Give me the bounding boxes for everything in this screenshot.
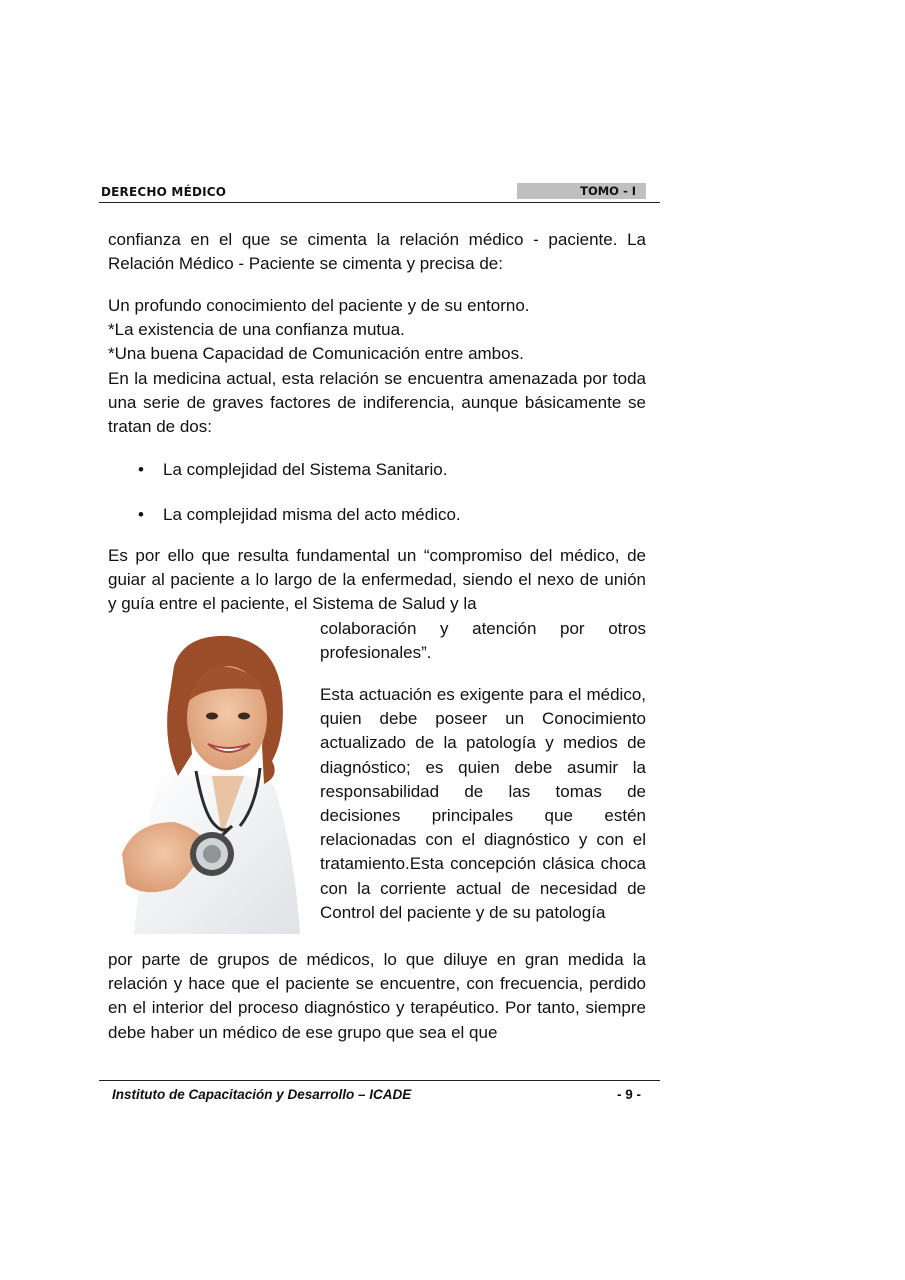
doctor-with-stethoscope-photo xyxy=(104,626,304,934)
page-footer xyxy=(99,1080,660,1102)
paragraph-commitment: Es por ello que resulta fundamental un “compromiso del médico, de guiar al paciente a lo largo de la enfermedad, siendo el nexo de unión y guía entre el paciente, el Sistema de Salud y la xyxy=(108,546,646,614)
paragraph-intro: confianza en el que se cimenta la relación médico - paciente. La Relación Médico - Paciente se cimenta y precisa de: xyxy=(108,230,646,274)
requirement-line-2: *La existencia de una confianza mutua. xyxy=(108,320,405,340)
requirement-line-1: Un profundo conocimiento del paciente y de su entorno. xyxy=(108,296,530,315)
paragraph-commitment-end: colaboración y atención por otros profesionales”. xyxy=(320,619,646,663)
page-header xyxy=(99,182,660,203)
requirement-line-3: *Una buena Capacidad de Comunicación entre ambos. xyxy=(108,344,524,364)
list-item: • La complejidad del Sistema Sanitario. xyxy=(108,458,646,503)
bullet-icon: • xyxy=(138,505,144,524)
paragraph-groups: por parte de grupos de médicos, lo que diluye en gran medida la relación y hace que el paciente se encuentre, con frecuencia, perdido en el interior del proceso diagnóstico y terapéutico. Por tanto, siempre debe haber un médico de ese grupo que sea el que xyxy=(108,950,646,1042)
paragraph-demanding: Esta actuación es exigente para el médico, quien debe poseer un Conocimiento actualizado de la patología y medios de diagnóstico; es quien debe asumir la responsabilidad de las tomas de decisiones principales que estén relacionadas con el diagnóstico y con el tratamiento.Esta concepción clásica choca con la corriente actual de necesidad de Control del paciente y de su patología xyxy=(320,685,646,922)
bullet-icon: • xyxy=(138,460,144,479)
footer-institute: Instituto de Capacitación y Desarrollo – ICADE xyxy=(112,1087,412,1102)
paragraph-requirements xyxy=(108,294,646,439)
header-title: DERECHO MÉDICO xyxy=(101,185,227,199)
page-number: - 9 - xyxy=(617,1087,642,1102)
header-volume: TOMO - I xyxy=(517,183,646,199)
factor-list xyxy=(108,458,646,548)
threat-paragraph: En la medicina actual, esta relación se encuentra amenazada por toda una serie de graves factores de indiferencia, aunque básicamente se tratan de dos: xyxy=(108,368,646,437)
list-item: • La complejidad misma del acto médico. xyxy=(108,503,646,548)
